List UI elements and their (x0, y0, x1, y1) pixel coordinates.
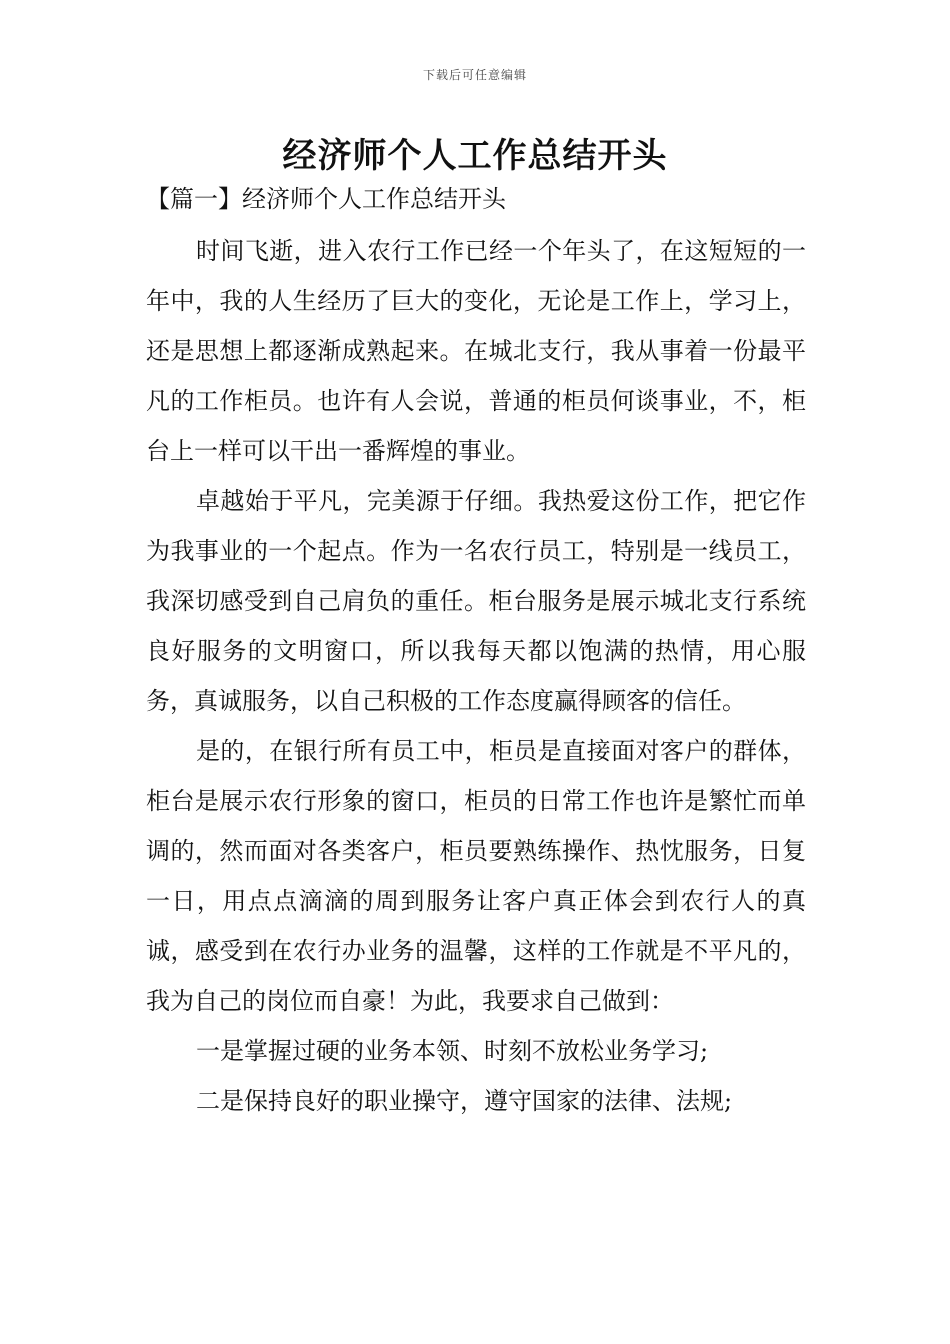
document-title: 经济师个人工作总结开头 (282, 136, 668, 176)
list-item: 一是掌握过硬的业务本领、时刻不放松业务学习; (196, 1037, 709, 1065)
section-heading: 【篇一】经济师个人工作总结开头 (146, 185, 506, 213)
paragraph: 时间飞逝，进入农行工作已经一个年头了，在这短短的一年中，我的人生经历了巨大的变化，无论是工作上，学习上，还是思想上都逐渐成熟起来。在城北支行，我从事着一份最平凡的工作柜员。也许有人会说，普通的柜员何谈事业，不，柜台上一样可以干出一番辉煌的事业。 (146, 237, 806, 465)
document-body (146, 226, 806, 1126)
paragraph: 是的，在银行所有员工中，柜员是直接面对客户的群体，柜台是展示农行形象的窗口，柜员的日常工作也许是繁忙而单调的，然而面对各类客户，柜员要熟练操作、热忱服务，日复一日，用点点滴滴的周到服务让客户真正体会到农行人的真诚，感受到在农行办业务的温馨，这样的工作就是不平凡的，我为自己的岗位而自豪！为此，我要求自己做到： (146, 737, 806, 1015)
header-note: 下载后可任意编辑 (422, 68, 527, 82)
list-item: 二是保持良好的职业操守，遵守国家的法律、法规; (196, 1087, 733, 1115)
paragraph: 卓越始于平凡，完美源于仔细。我热爱这份工作，把它作为我事业的一个起点。作为一名农行员工，特别是一线员工，我深切感受到自己肩负的重任。柜台服务是展示城北支行系统良好服务的文明窗口，所以我每天都以饱满的热情，用心服务，真诚服务，以自己积极的工作态度赢得顾客的信任。 (146, 487, 806, 715)
